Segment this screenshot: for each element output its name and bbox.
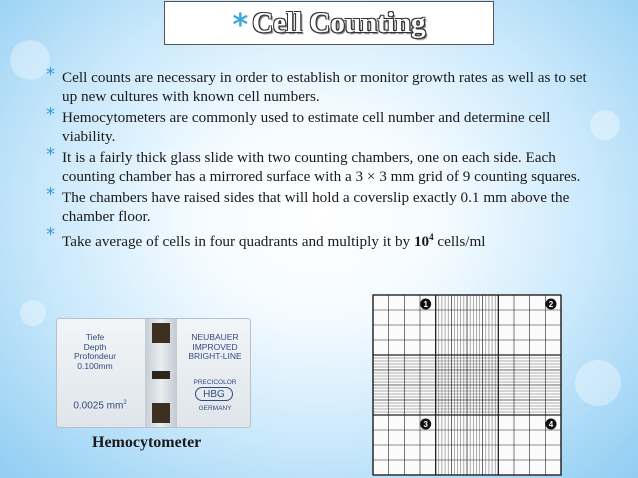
slide-dark-strip — [152, 323, 170, 343]
quadrant-label: 4 — [548, 420, 554, 429]
country-label: GERMANY — [198, 405, 232, 412]
bullet-text-bold: 10 — [413, 233, 430, 251]
bullet-star-icon: * — [46, 184, 55, 205]
bullet-star-icon: * — [46, 224, 55, 245]
bullet-text-pre: Take average of cells in four quadrants and multiply it by — [62, 233, 414, 251]
depth-label: Tiefe Depth Profondeur 0.100mm — [73, 332, 117, 371]
precicolor-label: PRECICOLOR — [193, 379, 237, 386]
bullet-star-icon: * — [46, 104, 55, 125]
title-star-icon: * — [232, 7, 249, 43]
quadrant-label: 1 — [423, 300, 428, 309]
hemocytometer-image — [56, 318, 251, 428]
counting-grid-svg — [370, 292, 566, 478]
volume-label: 0.0025 $mm^2$ — [73, 400, 127, 412]
slide-dark-strip — [152, 371, 170, 379]
bullet-star-icon: * — [46, 64, 55, 85]
hbg-logo: HBG — [195, 387, 233, 401]
bullet-item — [44, 184, 604, 226]
neubauer-label: NEUBAUER IMPROVED BRIGHT-LINE — [188, 332, 242, 361]
quadrant-label: 3 — [423, 420, 428, 429]
counting-grid-diagram — [370, 292, 566, 478]
bullet-list — [44, 64, 604, 253]
title-box — [164, 1, 494, 45]
image-caption: Hemocytometer — [92, 434, 202, 451]
background-bokeh — [575, 360, 621, 406]
quadrant-label: 2 — [548, 300, 554, 309]
bullet-text: The chambers have raised sides that will hold a coverslip exactly 0.1 mm above the chamber floor. — [62, 189, 570, 225]
page-title: Cell Counting — [252, 6, 426, 39]
background-bokeh — [20, 300, 46, 326]
bullet-item — [44, 224, 604, 251]
bullet-item — [44, 104, 604, 146]
bullet-text: Hemocytometers are commonly used to estimate cell number and determine cell viability. — [62, 109, 551, 145]
bullet-text-superscript: 4 — [429, 232, 434, 242]
bullet-star-icon: * — [46, 144, 55, 165]
slide-dark-strip — [152, 403, 170, 423]
bullet-text-post: cells/ml — [433, 233, 486, 251]
bullet-item — [44, 144, 604, 186]
bullet-text: It is a fairly thick glass slide with two counting chambers, one on each side. Each counting chamber has a mirrored surface with a 3 × 3 mm grid of 9 counting squares. — [62, 149, 581, 185]
bullet-text: Cell counts are necessary in order to establish or monitor growth rates as well as to set up new cultures with known cell numbers. — [62, 69, 587, 105]
bullet-item — [44, 64, 604, 106]
